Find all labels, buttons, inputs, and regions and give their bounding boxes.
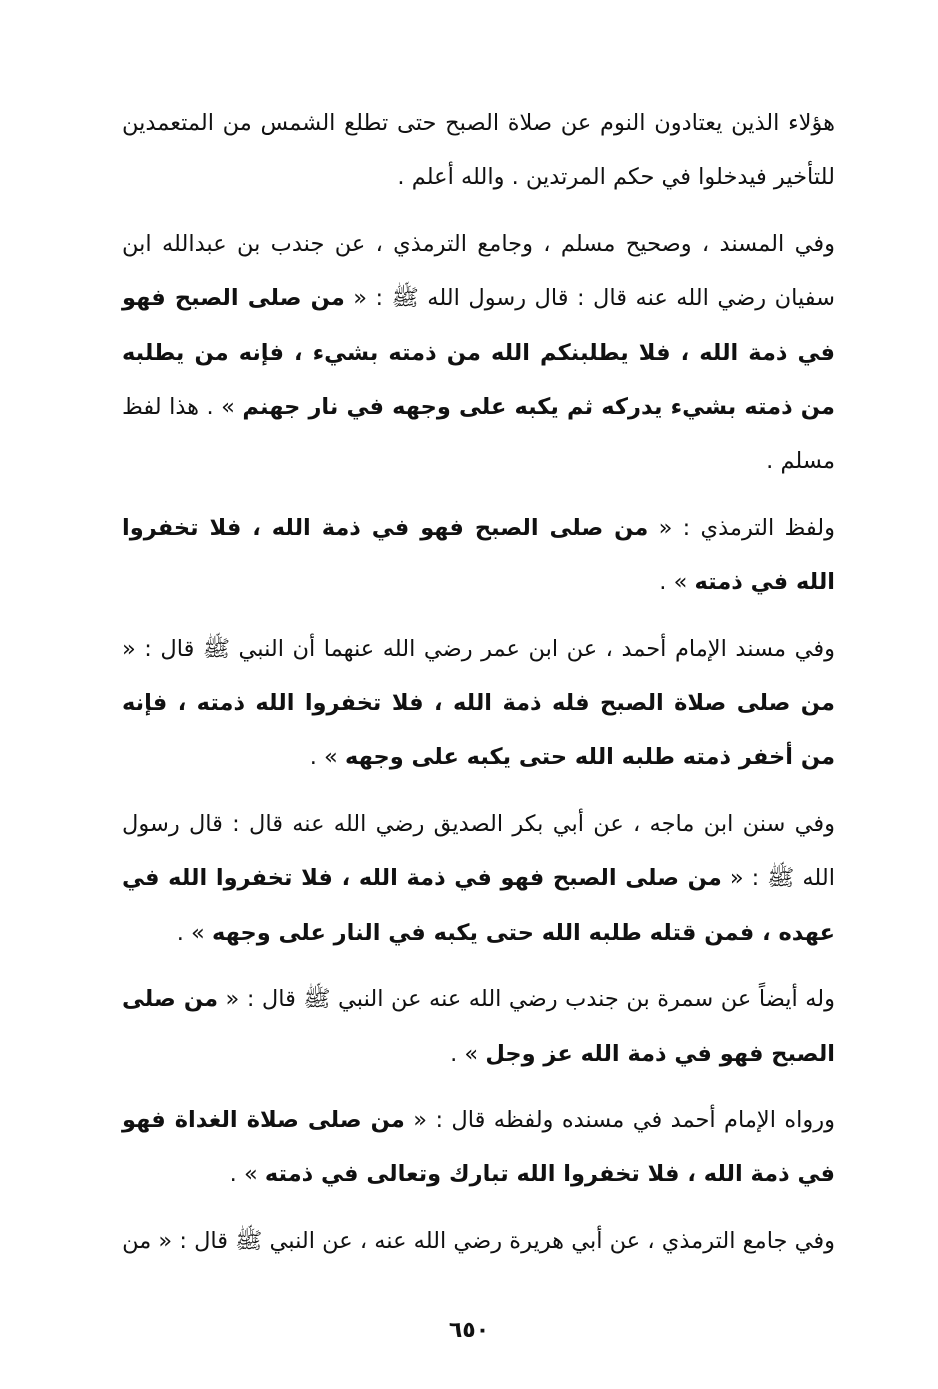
hadith-quote-text: من صلى صلاة الغداة فهو في ذمة الله ، فلا تخفروا الله تبارك وتعالى في ذمته: [122, 1106, 835, 1188]
paragraph-text: وله أيضاً عن سمرة بن جندب رضي الله عنه عن النبي ﷺ قال : «: [218, 986, 836, 1013]
paragraph: [122, 96, 835, 205]
page-body-text: [122, 96, 835, 1268]
paragraph-text: وفي سنن ابن ماجه ، عن أبي بكر الصديق رضي الله عنه قال : قال رسول الله ﷺ : «: [122, 810, 835, 892]
paragraph-text: ولفظ الترمذي : «: [648, 514, 835, 541]
paragraph-text: هؤلاء الذين يعتادون النوم عن صلاة الصبح حتى تطلع الشمس من المتعمدين للتأخير فيدخلوا في حكم المرتدين . والله أعلم .: [122, 110, 835, 191]
paragraph: [122, 972, 835, 1081]
paragraph-text: » .: [229, 1161, 265, 1188]
paragraph-text: ورواه الإمام أحمد في مسنده ولفظه قال : «: [404, 1106, 836, 1133]
hadith-quote-text: من صلى الصبح فهو في ذمة الله ، فلا تخفروا الله في ذمته: [122, 514, 835, 596]
paragraph: [122, 797, 835, 960]
page-number: ٦٥٠: [448, 1318, 490, 1343]
paragraph-text: وفي مسند الإمام أحمد ، عن ابن عمر رضي الله عنهما أن النبي ﷺ قال : «: [122, 635, 835, 662]
paragraph: [122, 217, 835, 489]
paragraph: [122, 1093, 835, 1202]
hadith-quote-text: من صلى صلاة الصبح فله ذمة الله ، فلا تخفروا الله ذمته ، فإنه من أخفر ذمته طلبه الله حتى يكبه على وجهه: [122, 690, 835, 771]
paragraph-text: وفي جامع الترمذي ، عن أبي هريرة رضي الله عنه ، عن النبي ﷺ قال : « من: [122, 1227, 835, 1254]
paragraph-text: » .: [450, 1040, 486, 1067]
paragraph: [122, 622, 835, 785]
paragraph: [122, 501, 835, 610]
hadith-quote-text: من صلى الصبح فهو في ذمة الله عز وجل: [122, 986, 835, 1067]
paragraph-text: وفي المسند ، وصحيح مسلم ، وجامع الترمذي ، عن جندب بن عبدالله ابن سفيان رضي الله عنه قال : قال رسول الله ﷺ : «: [122, 230, 835, 312]
paragraph: [122, 1214, 835, 1268]
paragraph-text: » .: [659, 569, 695, 596]
hadith-quote-text: من صلى الصبح فهو في ذمة الله ، فلا تخفروا الله في عهده ، فمن قتله طلبه الله حتى يكبه في النار على وجهه: [122, 865, 835, 946]
hadith-quote-text: من صلى الصبح فهو في ذمة الله ، فلا يطلبنكم الله من ذمته بشيء ، فإنه من يطلبه من ذمته بشيء يدركه ثم يكبه على وجهه في نار جهنم: [122, 285, 835, 421]
paragraph-text: » .: [176, 919, 212, 946]
paragraph-text: » .: [309, 744, 345, 771]
paragraph-text: » . هذا لفظ مسلم .: [122, 394, 835, 475]
